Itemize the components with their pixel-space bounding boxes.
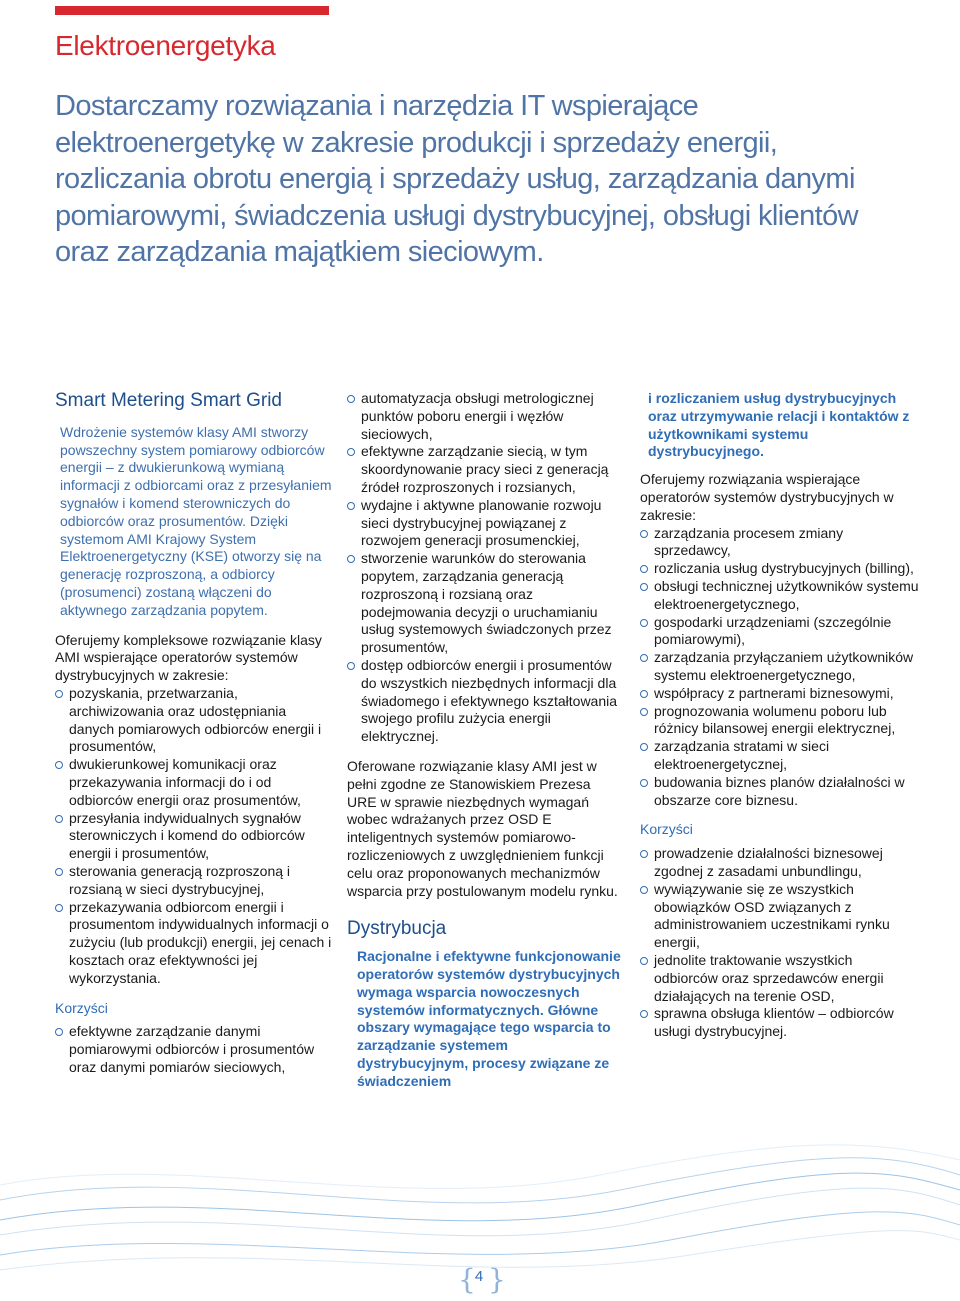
smart-offer-text: Oferujemy kompleksowe rozwiązanie klasy AMI wspierające operatorów systemów dystrybucyjnych w zakresie: bbox=[55, 631, 322, 684]
wave-line bbox=[0, 1231, 960, 1270]
distribution-benefits-title: Korzyści bbox=[640, 821, 693, 838]
list-item: rozliczania usług dystrybucyjnych (billing), bbox=[640, 560, 920, 578]
list-item: efektywne zarządzanie danymi pomiarowymi odbiorców i prosumentów oraz danymi pomiarów sieciowych, bbox=[55, 1023, 333, 1076]
list-item: efektywne zarządzanie siecią, w tym skoordynowanie pracy sieci z generacją źródeł rozproszonych i rozsianych, bbox=[347, 443, 623, 496]
list-item: jednolite traktowanie wszystkich odbiorców oraz sprzedawców energii działających na terenie OSD, bbox=[640, 952, 920, 1005]
lead-paragraph: Dostarczamy rozwiązania i narzędzia IT wspierające elektroenergetykę w zakresie produkcji i sprzedaży energii, rozliczania obrotu energią i sprzedaży usług, zarządzania danymi pomiarowymi, świadczenia usługi dystrybucyjnej, obsługi klientów oraz zarządzania majątkiem sieciowym. bbox=[55, 90, 858, 268]
list-item: zarządzania stratami w sieci elektroenergetycznej, bbox=[640, 738, 920, 774]
smart-benefits-title: Korzyści bbox=[55, 999, 108, 1016]
smart-section-title: Smart Metering Smart Grid bbox=[55, 390, 282, 411]
column-1 bbox=[55, 384, 333, 1077]
list-item: współpracy z partnerami biznesowymi, bbox=[640, 685, 920, 703]
distribution-offer-text: Oferujemy rozwiązania wspierające operatorów systemów dystrybucyjnych w zakresie: bbox=[640, 471, 894, 523]
wave-line bbox=[0, 1173, 960, 1221]
distribution-benefits-list bbox=[640, 845, 920, 1041]
list-item: sterowania generacją rozproszoną i rozsianą w sieci dystrybucyjnej, bbox=[55, 863, 333, 899]
wave-line bbox=[0, 1158, 960, 1203]
list-item: sprawna obsługa klientów – odbiorców usługi dystrybucyjnej. bbox=[640, 1005, 920, 1041]
column-2 bbox=[347, 390, 623, 1090]
page-title: Elektroenergetyka bbox=[55, 30, 276, 61]
distribution-intro-a: Racjonalne i efektywne funkcjonowanie operatorów systemów dystrybucyjnych wymaga wsparcia nowoczesnych systemów informatycznych. Główne obszary wymagające tego wsparcia to zarządzanie systemem dystrybucyjnym, procesy związane ze świadczeniem bbox=[357, 948, 621, 1089]
smart-compliance-text: Oferowane rozwiązanie klasy AMI jest w pełni zgodne ze Stanowiskiem Prezesa URE w sprawie niezbędnych wymagań wobec wdrażanych przez OSD E inteligentnych systemów pomiarowo-rozliczeniowych z uwzględnieniem funkcji celu oraz proponowanych mechanizmów wsparcia przy postulowanym modelu rynku. bbox=[347, 757, 618, 899]
top-accent-bar bbox=[55, 6, 329, 15]
list-item: zarządzania przyłączaniem użytkowników systemu elektroenergetycznego, bbox=[640, 649, 920, 685]
distribution-intro-b: i rozliczaniem usług dystrybucyjnych oraz utrzymywanie relacji i kontaktów z użytkownikami systemu dystrybucyjnego. bbox=[648, 390, 910, 460]
list-item: przesyłania indywidualnych sygnałów sterowniczych i komend do odbiorców energii i prosumentów, bbox=[55, 810, 333, 863]
wave-line bbox=[0, 1145, 960, 1189]
right-brace-ornament: } bbox=[488, 1263, 506, 1296]
list-item: dostęp odbiorców energii i prosumentów do wszystkich niezbędnych informacji dla świadomego i efektywnego kształtowania swojego profilu zużycia energii elektrycznej. bbox=[347, 657, 623, 746]
wave-line bbox=[0, 1212, 960, 1255]
page-number: 4 bbox=[474, 1268, 484, 1285]
list-item: dwukierunkowej komunikacji oraz przekazywania informacji do i od odbiorców energii oraz prosumentów, bbox=[55, 756, 333, 809]
list-item: zarządzania procesem zmiany sprzedawcy, bbox=[640, 525, 920, 561]
left-brace-ornament: { bbox=[458, 1263, 476, 1296]
list-item: prognozowania wolumenu poboru lub różnicy bilansowej energii elektrycznej, bbox=[640, 703, 920, 739]
smart-benefits-list-start bbox=[55, 1023, 333, 1076]
list-item: obsługi technicznej użytkowników systemu elektroenergetycznego, bbox=[640, 578, 920, 614]
list-item: przekazywania odbiorcom energii i prosumentom indywidualnych informacji o zużyciu (lub produkcji) energii, jej cenach i kosztach oraz efektywności jej wykorzystania. bbox=[55, 899, 333, 988]
distribution-section-title: Dystrybucja bbox=[347, 918, 447, 940]
smart-intro: Wdrożenie systemów klasy AMI stworzy powszechny system pomiarowy odbiorców energii – z dwukierunkową wymianą informacji z odbiorcami oraz z przesyłaniem sygnałów i komend sterowniczych do odbiorców oraz prosumentów. Dzięki systemom AMI Krajowy System Elektroenergetyczny (KSE) otworzy się na generację rozproszoną, a odbiorcy (prosumenci) zostaną włączeni do aktywnego zarządzania popytem. bbox=[60, 423, 332, 618]
list-item: pozyskania, przetwarzania, archiwizowania oraz udostępniania danych pomiarowych odbiorców energii i prosumentów, bbox=[55, 685, 333, 756]
list-item: stworzenie warunków do sterowania popytem, zarządzania generacją rozproszoną i rozsianą oraz podejmowania decyzji o uruchamianiu usług systemowych świadczonych przez prosumentów, bbox=[347, 550, 623, 657]
smart-offer-list bbox=[55, 685, 333, 988]
list-item: wydajne i aktywne planowanie rozwoju sieci dystrybucyjnej powiązanej z rozwojem generacji prosumenckiej, bbox=[347, 497, 623, 550]
list-item: gospodarki urządzeniami (szczególnie pomiarowymi), bbox=[640, 614, 920, 650]
list-item: wywiązywanie się ze wszystkich obowiązków OSD związanych z administrowaniem uczestnikami rynku energii, bbox=[640, 881, 920, 952]
smart-benefits-list-cont bbox=[347, 390, 623, 746]
wave-line bbox=[0, 1188, 960, 1236]
distribution-offer-list bbox=[640, 525, 920, 810]
list-item: automatyzacja obsługi metrologicznej punktów poboru energii i węzłów sieciowych, bbox=[347, 390, 623, 443]
column-3 bbox=[640, 390, 920, 1041]
list-item: budowania biznes planów działalności w obszarze core biznesu. bbox=[640, 774, 920, 810]
list-item: prowadzenie działalności biznesowej zgodnej z zasadami unbundlingu, bbox=[640, 845, 920, 881]
